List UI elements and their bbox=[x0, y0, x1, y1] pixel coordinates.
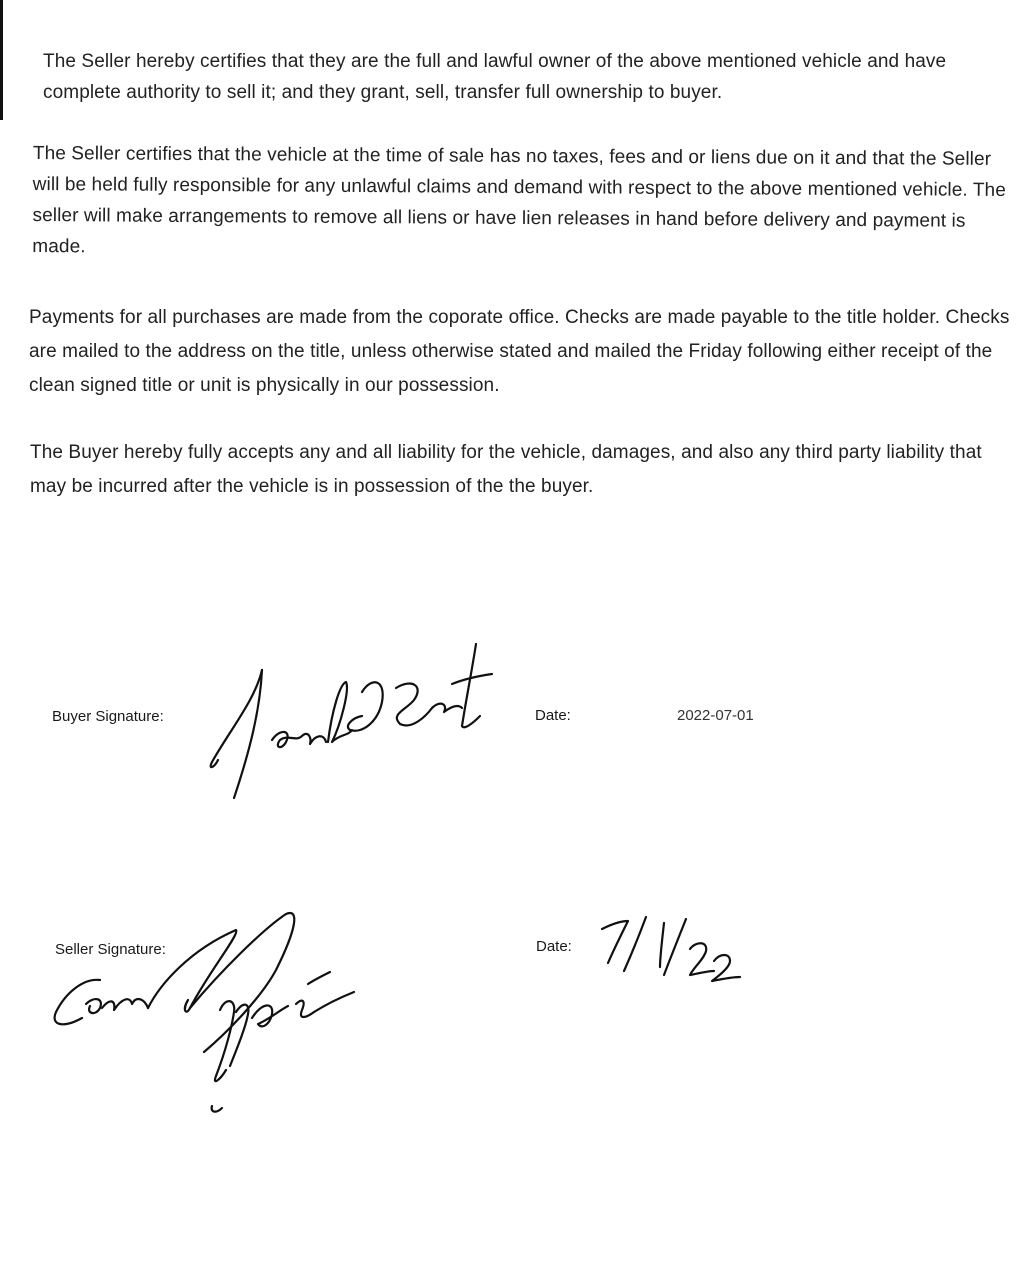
buyer-date-label: Date: bbox=[535, 707, 571, 724]
scan-edge-mark bbox=[0, 0, 3, 120]
seller-signature-label: Seller Signature: bbox=[55, 941, 166, 958]
buyer-signature-image bbox=[200, 630, 510, 810]
buyer-date-value: 2022-07-01 bbox=[677, 707, 754, 724]
seller-date-label: Date: bbox=[536, 938, 572, 955]
paragraph-payments: Payments for all purchases are made from the coporate office. Checks are made payable to the title holder. Checks are mailed to the address on the title, unless otherwise stated and mailed the Friday following either receipt of the clean signed title or unit is physically in our possession. bbox=[29, 307, 1010, 396]
paragraph-seller-ownership: The Seller hereby certifies that they are the full and lawful owner of the above mentioned vehicle and have complete authority to sell it; and they grant, sell, transfer full ownership to buyer. bbox=[43, 51, 947, 103]
paragraph-buyer-liability: The Buyer hereby fully accepts any and all liability for the vehicle, damages, and also any third party liability that may be incurred after the vehicle is in possession of the the buyer. bbox=[30, 442, 982, 497]
seller-handwritten-date bbox=[590, 905, 750, 995]
paragraph-seller-liens: The Seller certifies that the vehicle at the time of sale has no taxes, fees and or liens due on it and that the Seller will be held fully responsible for any unlawful claims and demand with respect to the above mentioned vehicle. The seller will make arrangements to remove all liens or have lien releases in hand before delivery and payment is made. bbox=[32, 142, 1006, 258]
buyer-signature-label: Buyer Signature: bbox=[52, 708, 164, 725]
seller-signature-image bbox=[40, 900, 370, 1130]
